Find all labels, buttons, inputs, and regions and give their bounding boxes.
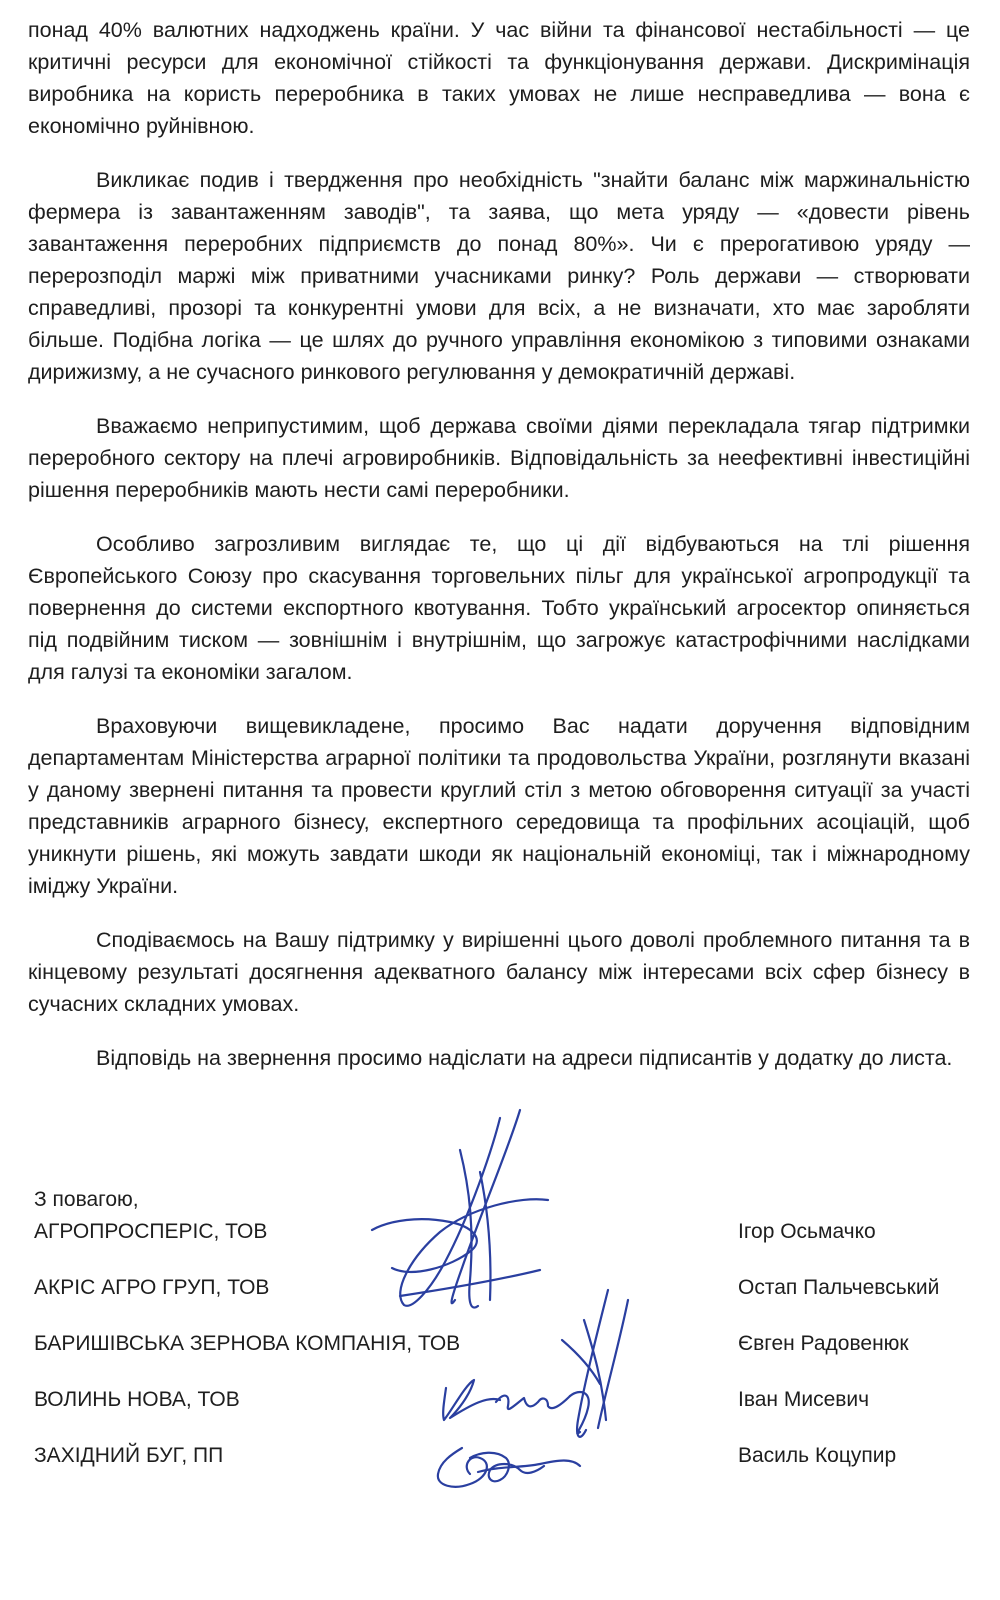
- paragraph: Сподіваємось на Вашу підтримку у вирішенні цього доволі проблемного питання та в кінцевому результаті досягнення адекватного балансу між інтересами всіх сфер бізнесу в сучасних складних умовах.: [28, 928, 970, 1016]
- signatory-person: Василь Коцупир: [738, 1444, 897, 1467]
- signatory-company: ВОЛИНЬ НОВА, ТОВ: [34, 1388, 240, 1411]
- paragraph: Враховуючи вищевикладене, просимо Вас надати доручення відповідним департаментам Міністерства аграрної політики та продовольства України, розглянути вказані у даному звернені питання та провести круглий стіл з метою обговорення ситуації за участі представників аграрного бізнесу, експертного середовища та профільних асоціацій, щоб уникнути рішень, які можуть завдати шкоди як національній економіці, так і міжнародному іміджу України.: [28, 714, 970, 898]
- letter-body: [28, 14, 970, 1096]
- paragraph: Викликає подив і твердження про необхідність "знайти баланс між маржинальністю фермера із завантаженням заводів", та заява, що мета уряду — «довести рівень завантаження переробних підприємств до понад 80%». Чи є прерогативою уряду — перерозподіл маржі між приватними учасниками ринку? Роль держави — створювати справедливі, прозорі та конкурентні умови для всіх, а не визначати, хто має заробляти більше. Подібна логіка — це шлях до ручного управління економікою з типовими ознаками дирижизму, а не сучасного ринкового регулювання у демократичній державі.: [28, 168, 970, 384]
- closing-salutation: З повагою,: [34, 1188, 139, 1211]
- signatory-person: Ігор Осьмачко: [738, 1220, 876, 1243]
- paragraph: Вважаємо неприпустимим, щоб держава своїми діями перекладала тягар підтримки переробного сектору на плечі агровиробників. Відповідальність за неефективні інвестиційні рішення переробників мають нести самі переробники.: [28, 414, 970, 502]
- paragraph: Особливо загрозливим виглядає те, що ці дії відбуваються на тлі рішення Європейського Союзу про скасування торговельних пільг для української агропродукції та повернення до системи експортного квотування. Тобто український агросектор опиняється під подвійним тиском — зовнішнім і внутрішнім, що загрожує катастрофічними наслідками для галузі та економіки загалом.: [28, 532, 970, 684]
- paragraph: Відповідь на звернення просимо надіслати на адреси підписантів у додатку до листа.: [96, 1046, 953, 1070]
- signatory-person: Євген Радовенюк: [738, 1332, 909, 1355]
- signatory-person: Остап Пальчевський: [738, 1276, 940, 1299]
- signatory-company: АКРІС АГРО ГРУП, ТОВ: [34, 1276, 270, 1299]
- signature-4: [438, 1448, 580, 1487]
- signature-3: [443, 1380, 589, 1434]
- signatory-company: ЗАХІДНИЙ БУГ, ПП: [34, 1444, 224, 1467]
- paragraph: понад 40% валютних надходжень країни. У час війни та фінансової нестабільності — це критичні ресурси для економічної стійкості та функціонування держави. Дискримінація виробника на користь переробника в таких умовах не лише несправедлива — вона є економічно руйнівною.: [28, 18, 970, 138]
- signatory-company: АГРОПРОСПЕРІС, ТОВ: [34, 1220, 268, 1243]
- signatory-company: БАРИШІВСЬКА ЗЕРНОВА КОМПАНІЯ, ТОВ: [34, 1332, 461, 1355]
- signature-2: [562, 1290, 628, 1437]
- signature-1: [372, 1110, 548, 1308]
- signatory-person: Іван Мисевич: [738, 1388, 870, 1411]
